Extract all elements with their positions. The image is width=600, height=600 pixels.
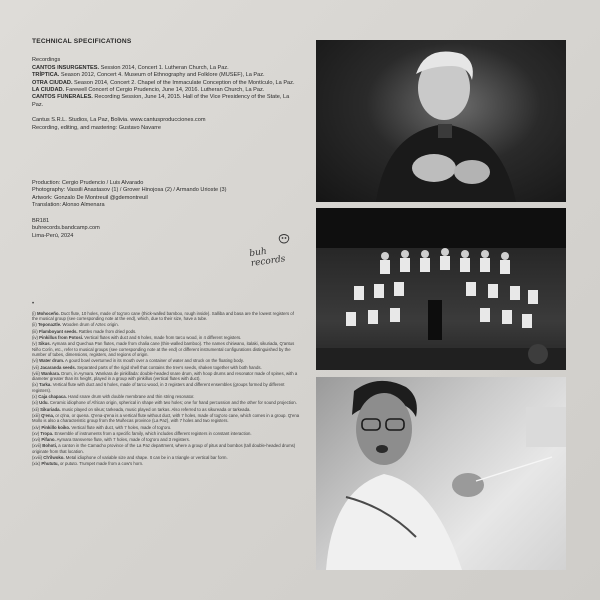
credit-line: Translation: Alonso Almenara: [32, 202, 105, 209]
note-item: (x) Caja chapaca. Hand snare drum with double membrane and thin string resonator.: [32, 394, 195, 400]
photo-conductor-portrait: [316, 40, 566, 202]
buh-records-logo: [248, 232, 294, 269]
note-item: (ix) Tarka. Vertical flute with duct and 6 holes, made of tarco wood, in 3 registers and different ensembles (groups formed by different registers).: [32, 382, 285, 394]
note-item: (ii) Teponaztle. Wooden drum of Aztec origin.: [32, 322, 119, 328]
bandcamp-link[interactable]: buhrecords.bandcamp.com: [32, 225, 100, 232]
logo-text: buh records: [248, 246, 287, 269]
recordings-block: [32, 57, 300, 109]
studio-block: [32, 117, 300, 132]
recording-item: CANTOS INSURGENTES. Session 2014, Concert 1. Lutheran Church, La Paz.: [32, 64, 229, 71]
photo-young-conductor: [316, 377, 566, 570]
note-item: (xi) Udu. Ceramic idiophone of African origin, spherical in shape with two holes; one for hand percussion and the other for sound projection.: [32, 400, 297, 406]
note-item: (xiii) Q'ena, or q'ina, or quena. Q'ena-q'ena is a vertical flute without duct, with 7 holes, made of tog'oro cane, which comes in a group. Q'ena Mollo is also a characteristic group from the Muñecas province (La Paz), with 7 holes and two registers.: [32, 412, 300, 424]
credit-line: Photography: Vassili Anastasov (1) / Grover Hinojosa (2) / Armando Urioste (3): [32, 187, 227, 194]
note-item: (iii) Flamboyant seeds. Rattles made from dried pods.: [32, 328, 137, 334]
credit-line: Artwork: Gonzalo De Montreuil @gdemontreuil: [32, 194, 148, 201]
recording-item: OTRA CIUDAD. Season 2014, Concert 2. Chapel of the Immaculate Conception of the Montículo, La Paz.: [32, 79, 295, 86]
note-item: (vi) Water drum. A gourd bowl overturned in its mouth over a container of water and struck on the floating body.: [32, 358, 244, 364]
credits-block: [32, 180, 300, 210]
studio-line: Recording, editing, and mastering: Gustavo Navarre: [32, 124, 162, 131]
note-item: (vii) Jacaranda seeds. Separated parts of the rigid shell that contains the tree's seeds, shaken together with both hands.: [32, 364, 262, 370]
specs-column: [32, 38, 300, 248]
note-item: (xvi) Pifano. Aymara transverse flute, with 7 holes, made of tog'oro and 3 registers.: [32, 436, 190, 442]
recording-item: LA CIUDAD. Farewell Concert of Cergio Prudencio, June 14, 2016. Lutheran Church, La Paz.: [32, 87, 265, 94]
note-item: (xiv) Pinkillo koiko. Vertical flute with duct, with 7 holes, made of tog'oro.: [32, 424, 172, 430]
note-item: (xvii) Bohoti, a canton in the Camacho province of the La Paz department, where a group of pitus and bombos (tall double-headed drums) originate from that location.: [32, 443, 296, 454]
note-item: (xviii) Ch'ilwoko. Metal idiophone of variable size and shape. It can be in a triangle or vertical bar form.: [32, 454, 228, 460]
note-item: (iv) Pinkillus from Potosí. Vertical flutes with duct and 6 holes, made from tarco wood, in 4 different registers.: [32, 334, 242, 340]
note-item: (viii) Wankara. Drum, in Aymara. Wankara de pinkillada: double-headed snare drum, with hoop drums and resonator made of spines, with a diameter greater than its height, played in a group with pinkillus (vertical flutes with duct).: [32, 370, 298, 382]
note-item: (xii) Sikuriada. music played on sikus; tarkeada, music played on tarkas. Also referred to as sikureada or tarkeada.: [32, 406, 251, 412]
recording-item: TRÍPTICA. Season 2012, Concert 4. Museum of Ethnography and Folklore (MUSEF), La Paz.: [32, 72, 265, 79]
note-item: (xv) Tropa. Ensemble of instruments from a specific family, which includes different registers in constant interaction.: [32, 430, 252, 436]
catalog-number: BR181: [32, 217, 50, 224]
notes-marker: •: [32, 301, 35, 307]
photo-orchestra-ensemble: [316, 208, 566, 370]
page-title: TECHNICAL SPECIFICATIONS: [32, 38, 132, 45]
note-item: (i) Mohoceño. Duct flute, 10 holes, made of tog'oro cane (thick-walled bamboo, rough inside). Salliba and basa are the lowest registers of the musical group (see corresponding note at the end), which, due to their size, have a tube.: [32, 310, 294, 322]
location-year: Lima-Perú, 2024: [32, 232, 74, 239]
recordings-label: Recordings: [32, 57, 61, 64]
note-item: (xix) Phututu, or pututo. Trumpet made from a cow's horn.: [32, 461, 144, 467]
instrument-notes: [32, 302, 300, 467]
note-item: (v) Sikus. Aymara and Quechua Pan flutes, made from chalia cane (thin-walled bamboo). The names chiriwano, italaki, sikuriada, Q'antus Niño Corín, etc., refer to musical groups (see corresponding note at the end) or different instrumental configurations distinguished by the number of tubes, dimensions, registers, and regions of origin.: [32, 340, 295, 358]
credit-line: Production: Cergio Prudencio / Luis Alvarado: [32, 180, 144, 187]
recording-item: CANTOS FUNERALES. Recording Session, June 14, 2015. Hall of the Vice Presidency of the State, La Paz.: [32, 94, 290, 108]
studio-line: Cantus S.R.L. Studios, La Paz, Bolivia. www.cantusproducciones.com: [32, 117, 206, 124]
